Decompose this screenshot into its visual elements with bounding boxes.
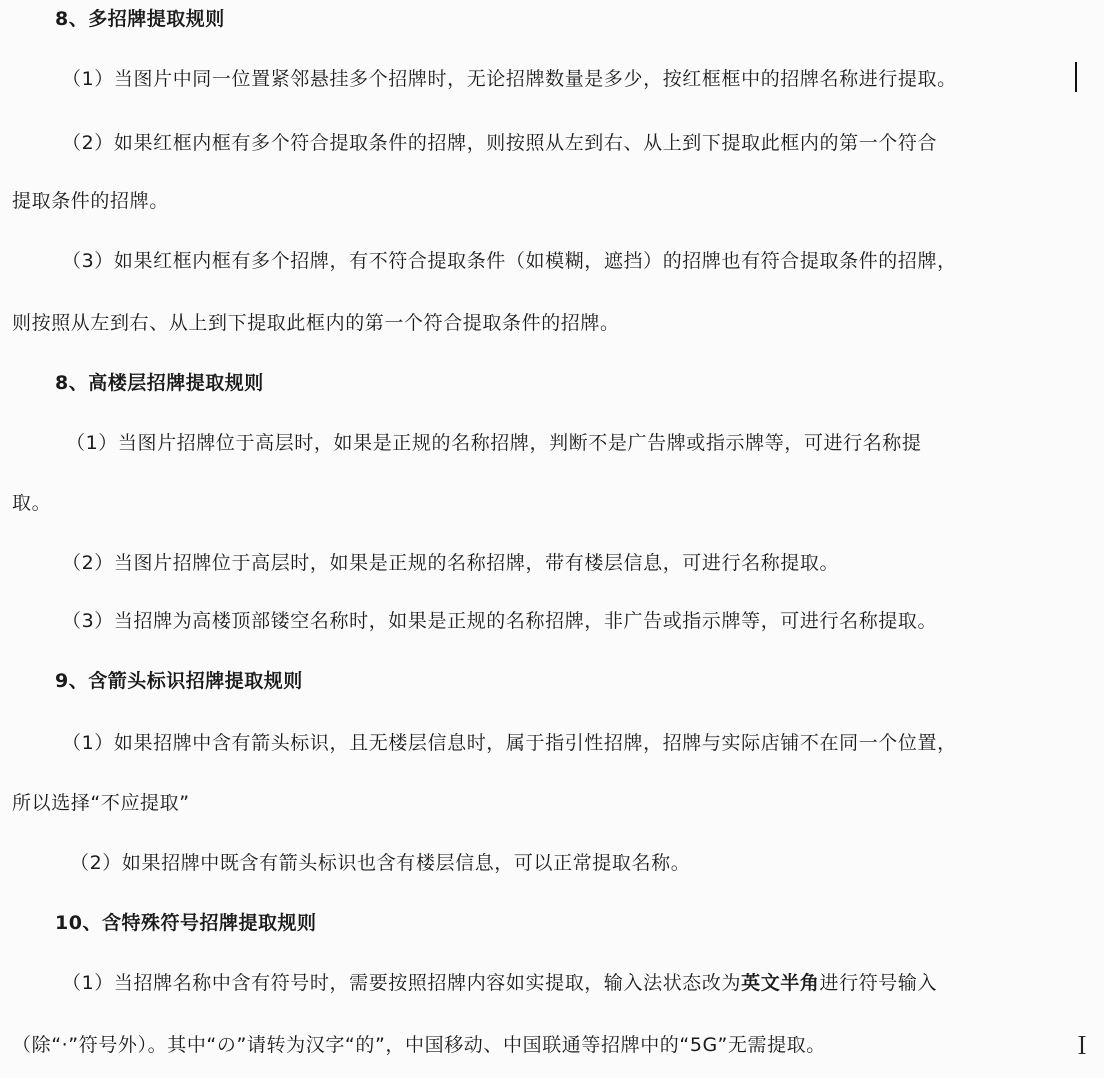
- rule-paragraph-line[interactable]: （1）如果招牌中含有箭头标识，且无楼层信息时，属于指引性招牌，招牌与实际店铺不在同一个位置，: [62, 732, 957, 754]
- rule-paragraph-line[interactable]: [62, 968, 937, 995]
- rule-paragraph-line[interactable]: 提取条件的招牌。: [12, 190, 169, 212]
- rule-text-segment: （1）当招牌名称中含有符号时，需要按照招牌内容如实提取，输入法状态改为: [62, 972, 742, 994]
- rule-paragraph-line[interactable]: 所以选择“不应提取”: [12, 792, 190, 814]
- rule-paragraph-line[interactable]: （2）如果招牌中既含有箭头标识也含有楼层信息，可以正常提取名称。: [70, 852, 691, 874]
- section-heading-special-symbols: 10、含特殊符号招牌提取规则: [55, 912, 317, 934]
- rule-paragraph-line[interactable]: （2）当图片招牌位于高层时，如果是正规的名称招牌，带有楼层信息，可进行名称提取。: [62, 552, 840, 574]
- ibeam-cursor-icon: Ｉ: [1070, 1032, 1094, 1060]
- emphasis-text: 英文半角: [741, 972, 820, 994]
- section-heading-multi-signs: 8、多招牌提取规则: [55, 8, 225, 30]
- text-cursor: [1075, 62, 1077, 92]
- rule-paragraph-line[interactable]: 则按照从左到右、从上到下提取此框内的第一个符合提取条件的招牌。: [12, 312, 620, 334]
- rule-paragraph-line[interactable]: （1）当图片中同一位置紧邻悬挂多个招牌时，无论招牌数量是多少，按红框框中的招牌名称进行提取。: [62, 68, 957, 90]
- rule-paragraph-line[interactable]: 取。: [12, 492, 52, 514]
- section-heading-arrow: 9、含箭头标识招牌提取规则: [55, 670, 303, 692]
- rule-text-segment: 进行符号输入: [819, 972, 938, 994]
- section-heading-high-floor: 8、高楼层招牌提取规则: [55, 372, 264, 394]
- rule-paragraph-line[interactable]: （2）如果红框内框有多个符合提取条件的招牌，则按照从左到右、从上到下提取此框内的第一个符合: [62, 132, 938, 154]
- rule-paragraph-line[interactable]: （除“·”符号外）。其中“の”请转为汉字“的”，中国移动、中国联通等招牌中的“5G”无需提取。: [12, 1034, 826, 1056]
- rule-paragraph-line[interactable]: （1）当图片招牌位于高层时，如果是正规的名称招牌，判断不是广告牌或指示牌等，可进行名称提: [66, 432, 922, 454]
- rule-paragraph-line[interactable]: （3）当招牌为高楼顶部镂空名称时，如果是正规的名称招牌，非广告或指示牌等，可进行名称提取。: [62, 610, 938, 632]
- rule-paragraph-line[interactable]: （3）如果红框内框有多个招牌，有不符合提取条件（如模糊，遮挡）的招牌也有符合提取条件的招牌，: [62, 250, 957, 272]
